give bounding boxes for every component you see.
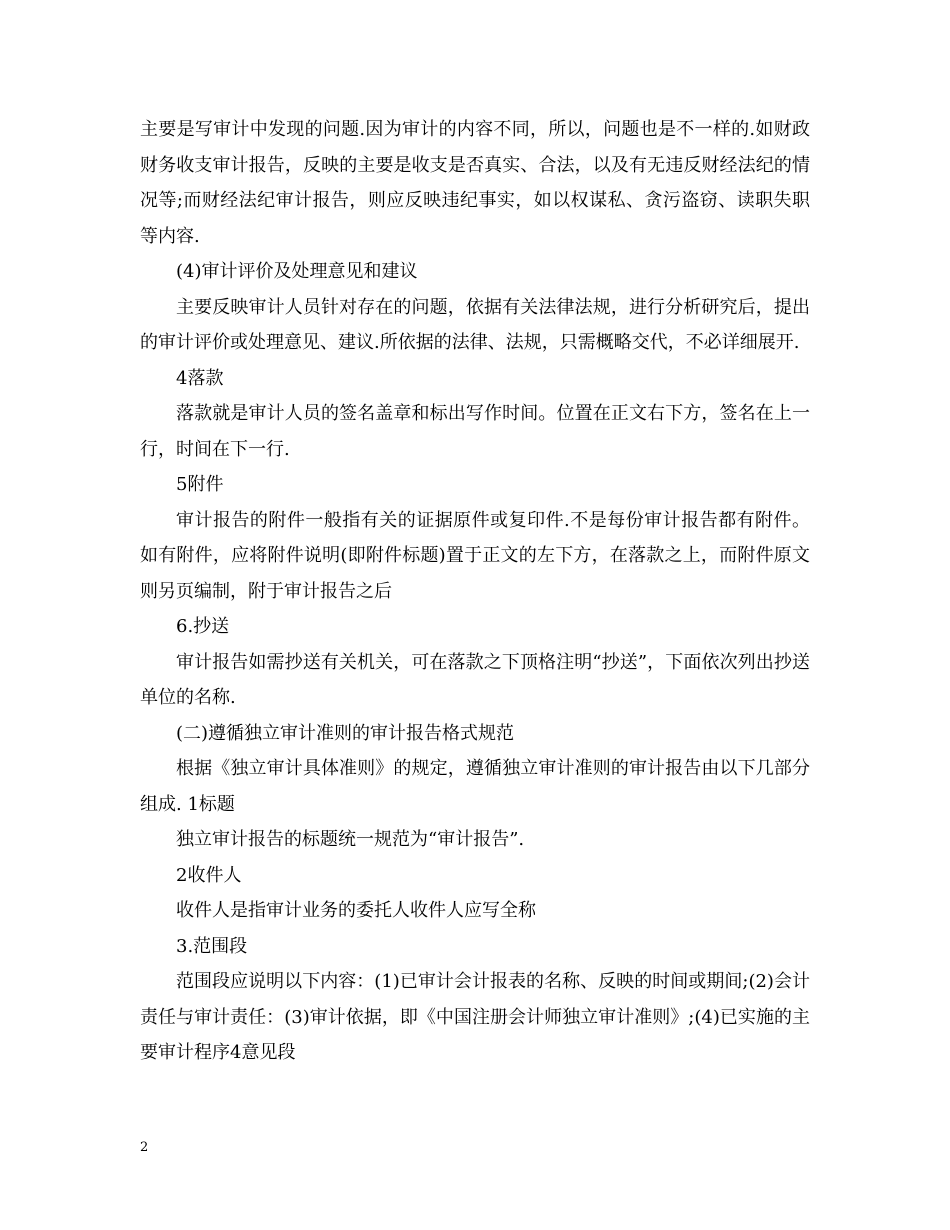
paragraph: 审计报告如需抄送有关机关，可在落款之下顶格注明“抄送”，下面依次列出抄送单位的名称. — [140, 651, 810, 708]
document-body — [140, 112, 810, 1071]
paragraph: 主要反映审计人员针对存在的问题，依据有关法律法规，进行分析研究后，提出的审计评价或处理意见、建议.所依据的法律、法规，只需概略交代，不必详细展开. — [140, 296, 810, 353]
paragraph: 独立审计报告的标题统一规范为“审计报告”. — [176, 829, 525, 850]
paragraph: 3.范围段 — [176, 935, 248, 957]
paragraph: 主要是写审计中发现的问题.因为审计的内容不同，所以，问题也是不一样的.如财政财务收支审计报告，反映的主要是收支是否真实、合法，以及有无违反财经法纪的情况等;而财经法纪审计报告，则应反映违纪事实，如以权谋私、贪污盗窃、读职失职等内容. — [140, 119, 810, 247]
page-number: 2 — [140, 1140, 149, 1155]
paragraph: (二)遵循独立审计准则的审计报告格式规范 — [176, 722, 515, 744]
paragraph: 落款就是审计人员的签名盖章和标出写作时间。位置在正文右下方，签名在上一行，时间在下一行. — [140, 403, 810, 460]
paragraph: 5附件 — [176, 474, 224, 495]
paragraph: 根据《独立审计具体准则》的规定，遵循独立审计准则的审计报告由以下几部分组成. 1标题 — [140, 758, 810, 815]
paragraph: 2收件人 — [176, 864, 242, 886]
paragraph: 6.抄送 — [176, 616, 230, 637]
paragraph: 收件人是指审计业务的委托人收件人应写全称 — [176, 900, 536, 921]
paragraph: (4)审计评价及处理意见和建议 — [176, 261, 418, 282]
paragraph: 范围段应说明以下内容：(1)已审计会计报表的名称、反映的时间或期间;(2)会计责任与审计责任：(3)审计依据，即《中国注册会计师独立审计准则》;(4)已实施的主要审计程序4意见段 — [140, 971, 810, 1063]
paragraph: 审计报告的附件一般指有关的证据原件或复印件.不是每份审计报告都有附件。如有附件，应将附件说明(即附件标题)置于正文的左下方，在落款之上，而附件原文则另页编制，附于审计报告之后 — [140, 509, 810, 602]
paragraph: 4落款 — [176, 367, 224, 389]
